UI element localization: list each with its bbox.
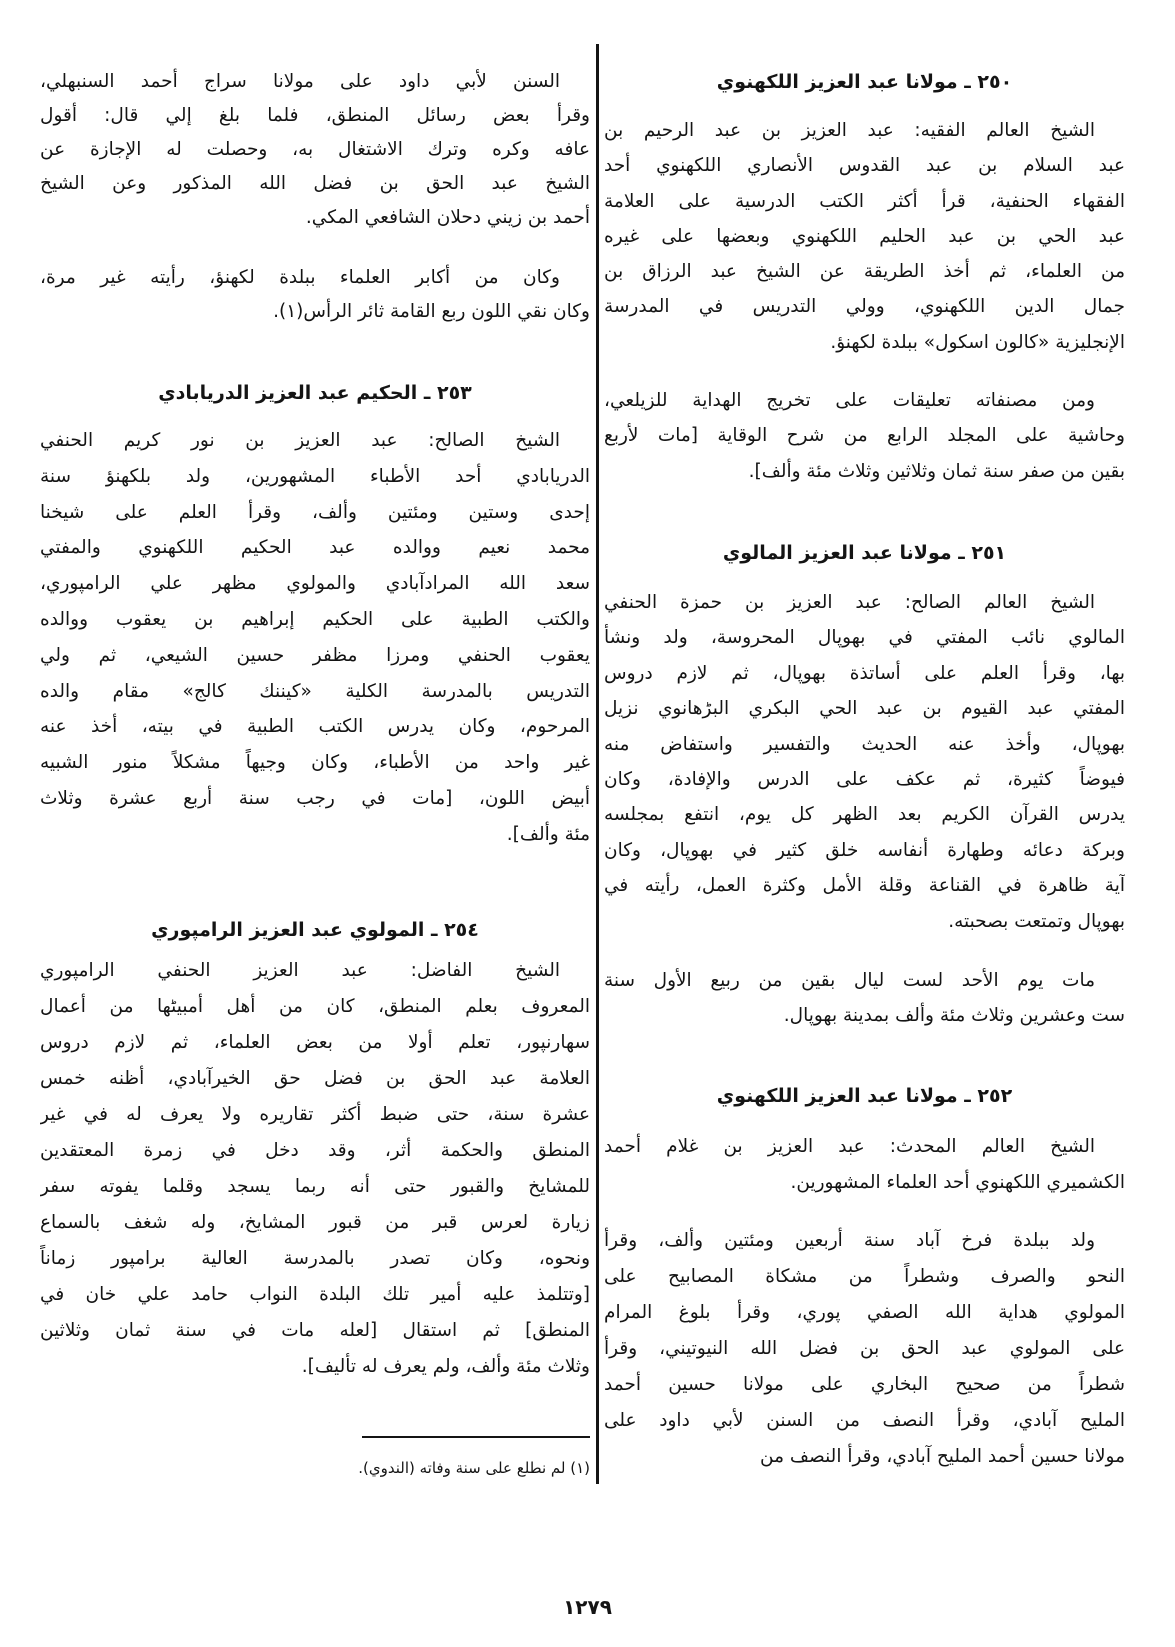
- text-line: المعروف بعلم المنطق، كان من أهل أمبيٹها من أعمال: [40, 996, 590, 1017]
- paragraph: [40, 261, 590, 329]
- text-line: فيوضاً كثيرة، ثم عكف على الدرس والإفادة، وكان: [604, 768, 1125, 790]
- text-line: الشيخ العالم الفقيه: عبد العزيز بن عبد الرحيم بن: [604, 120, 1095, 141]
- text-line: الشيخ الفاضل: عبد العزيز الحنفي الرامپوري: [40, 960, 560, 981]
- text-line: وكان من أكابر العلماء ببلدة لكهنؤ، رأيته غير مرة،: [40, 267, 560, 288]
- text-line: سهارنپور، تعلم أولا من بعض العلماء، ثم لازم دروس: [40, 1032, 590, 1053]
- text-line: مات يوم الأحد لست ليال بقين من ربيع الأول سنة: [604, 970, 1095, 991]
- text-line: المليح آبادي، وقرأ النصف من السنن لأبي داود على: [604, 1410, 1125, 1431]
- text-line: وبركة دعائه وطهارة أنفاسه خلق كثير في بهوپال، وكان: [604, 839, 1125, 861]
- text-line: على المولوي عبد الحق بن فضل الله النيوتيني، وقرأ: [604, 1338, 1125, 1359]
- text-line: وكان نقي اللون ربع القامة ثائر الرأس(١).: [273, 301, 590, 322]
- entry-heading: ٢٥١ ـ مولانا عبد العزيز المالوي: [722, 542, 1007, 564]
- text-line: شطراً من صحيح البخاري على مولانا حسين أحمد: [604, 1374, 1125, 1395]
- text-line: غير واحد من الأطباء، وكان وجيهاً مشكلاً منور الشبيه: [40, 752, 590, 774]
- text-line: بهوپال، وأخذ عنه الحديث والتفسير واستفاض منه: [604, 733, 1125, 755]
- text-line: ست وعشرين وثلاث مئة وألف بمدينة بهوپال.: [783, 1005, 1125, 1027]
- paragraph: [40, 65, 590, 235]
- page-number: ١٢٧٩: [563, 1595, 612, 1619]
- text-line: عافه وكره وترك الاشتغال به، وحصلت له الإجازة عن: [40, 139, 590, 160]
- text-line: بها، وقرأ العلم على أساتذة بهوپال، ثم لازم دروس: [604, 662, 1125, 684]
- paragraph: [604, 1129, 1125, 1201]
- text-line: الشيخ العالم الصالح: عبد العزيز بن حمزة الحنفي: [604, 592, 1095, 613]
- text-line: بقين من صفر سنة ثمان وثلاثين وثلاث مئة وألف].: [748, 460, 1125, 482]
- text-line: عشرة سنة، حتى ضبط أكثر تقاريره ولا يعرف له في غير: [40, 1104, 590, 1125]
- text-line: الشيخ الصالح: عبد العزيز بن نور كريم الحنفي: [40, 430, 560, 451]
- text-line: آية ظاهرة في القناعة وقلة الأمل وكثرة العمل، رأيته في: [604, 875, 1125, 897]
- text-line: وحاشية على المجلد الرابع من شرح الوقاية [مات لأربع: [604, 425, 1125, 447]
- text-line: الإنجليزية «كالون اسكول» ببلدة لكهنؤ.: [830, 331, 1125, 353]
- text-line: المنطق والحكمة أثر، وقد دخل في زمرة المعتقدين: [40, 1140, 590, 1161]
- text-line: وثلاث مئة وألف، ولم يعرف له تأليف].: [301, 1356, 590, 1377]
- column-divider: [596, 44, 599, 1484]
- text-line: التدريس بالمدرسة الكلية «كيننك كالج» مقام والده: [40, 680, 590, 702]
- paragraph: [604, 383, 1125, 489]
- footnote-separator: [362, 1436, 590, 1438]
- text-line: ولد ببلدة فرخ آباد سنة أربعين ومئتين وألف، وقرأ: [604, 1230, 1095, 1251]
- text-line: يدرس القرآن الكريم بعد الظهر كل يوم، انتفع بمجلسه: [604, 804, 1125, 826]
- text-line: مولانا حسين أحمد المليح آبادي، وقرأ النصف من: [760, 1446, 1125, 1467]
- text-line: الكشميري اللكهنوي أحد العلماء المشهورين.: [790, 1172, 1125, 1193]
- text-line: الفقهاء الحنفية، قرأ أكثر الكتب الدرسية على العلامة: [604, 190, 1125, 212]
- text-line: مئة وألف].: [506, 823, 590, 845]
- text-line: الشيخ عبد الحق بن فضل الله المذكور وعن الشيخ: [40, 173, 590, 194]
- text-line: المالوي نائب المفتي في بهوپال المحروسة، ولد ونشأ: [604, 627, 1125, 649]
- text-line: ونحوه، وكان تصدر بالمدرسة العالية برامپور زماناً: [40, 1248, 590, 1269]
- paragraph: [40, 953, 590, 1385]
- entry-heading: ٢٥٤ ـ المولوي عبد العزيز الرامپوري: [151, 919, 479, 941]
- text-line: المفتي عبد القيوم بن عبد الحي البكري البڑهانوي نزيل: [604, 698, 1125, 720]
- right-column: [604, 0, 1125, 1647]
- text-line: زيارة لعرس قبر من قبور المشايخ، وله شغف بالسماع: [40, 1212, 590, 1233]
- paragraph: [604, 963, 1125, 1034]
- text-line: من العلماء، ثم أخذ الطريقة عن الشيخ عبد الرزاق بن: [604, 261, 1125, 283]
- text-line: الشيخ العالم المحدث: عبد العزيز بن غلام أحمد: [604, 1136, 1095, 1157]
- text-line: أحمد بن زيني دحلان الشافعي المكي.: [305, 207, 590, 228]
- text-line: المنطق] ثم استقال [لعله مات في سنة ثمان وثلاثين: [40, 1320, 590, 1341]
- text-line: المولوي هداية الله الصفي پوري، وقرأ بلوغ المرام: [604, 1302, 1125, 1323]
- entry-heading: ٢٥٠ ـ مولانا عبد العزيز اللكهنوي: [716, 71, 1013, 93]
- paragraph: [604, 1223, 1125, 1475]
- text-line: يعقوب الحنفي ومرزا مظفر حسين الشيعي، ثم ولي: [40, 644, 590, 666]
- text-line: [وتتلمذ عليه أمير تلك البلدة النواب حامد علي خان في: [40, 1284, 590, 1305]
- paragraph: [604, 113, 1125, 360]
- text-line: سعد الله المرادآبادي والمولوي مظهر علي الرامپوري،: [40, 573, 590, 595]
- text-line: محمد نعيم ووالده عبد الحكيم اللكهنوي والمفتي: [40, 537, 590, 559]
- text-line: عبد السلام بن عبد القدوس الأنصاري اللكهنوي أحد: [604, 155, 1125, 177]
- entry-heading: ٢٥٢ ـ مولانا عبد العزيز اللكهنوي: [716, 1085, 1013, 1107]
- text-line: للمشايخ والقبور حتى أنه ربما يسجد وقلما يفوته سفر: [40, 1176, 590, 1197]
- text-line: الدريابادي أحد الأطباء المشهورين، ولد بلكهنؤ سنة: [40, 465, 590, 487]
- text-line: جمال الدين اللكهنوي، وولي التدريس في المدرسة: [604, 296, 1125, 318]
- text-line: وقرأ بعض رسائل المنطق، فلما بلغ إلي قال: أقول: [40, 105, 590, 126]
- paragraph: [40, 423, 590, 853]
- entry-heading: ٢٥٣ ـ الحكيم عبد العزيز الدريابادي: [158, 382, 472, 404]
- text-line: أبيض اللون، [مات في رجب سنة أربع عشرة وثلاث: [40, 787, 590, 809]
- footnote: (١) لم نطلع على سنة وفاته (الندوي).: [358, 1459, 590, 1477]
- text-line: العلامة عبد الحق بن فضل حق الخيرآبادي، أظنه خمس: [40, 1068, 590, 1089]
- left-column: [40, 0, 590, 1647]
- text-line: والكتب الطبية على الحكيم إبراهيم بن يعقوب ووالده: [40, 608, 590, 630]
- text-line: عبد الحي بن عبد الحليم اللكهنوي وبعضها على غيره: [604, 225, 1125, 247]
- text-line: بهوپال وتمتعت بصحبته.: [948, 910, 1125, 932]
- text-line: إحدى وستين ومئتين وألف، وقرأ العلم على شيخنا: [40, 501, 590, 523]
- paragraph: [604, 585, 1125, 939]
- text-line: السنن لأبي داود على مولانا سراج أحمد السنبهلي،: [40, 71, 560, 92]
- text-line: النحو والصرف وشطراً من مشكاة المصابيح على: [604, 1266, 1125, 1287]
- text-line: المرحوم، وكان يدرس الكتب الطبية في بيته، أخذ عنه: [40, 716, 590, 738]
- text-line: ومن مصنفاته تعليقات على تخريج الهداية للزيلعي،: [604, 390, 1095, 411]
